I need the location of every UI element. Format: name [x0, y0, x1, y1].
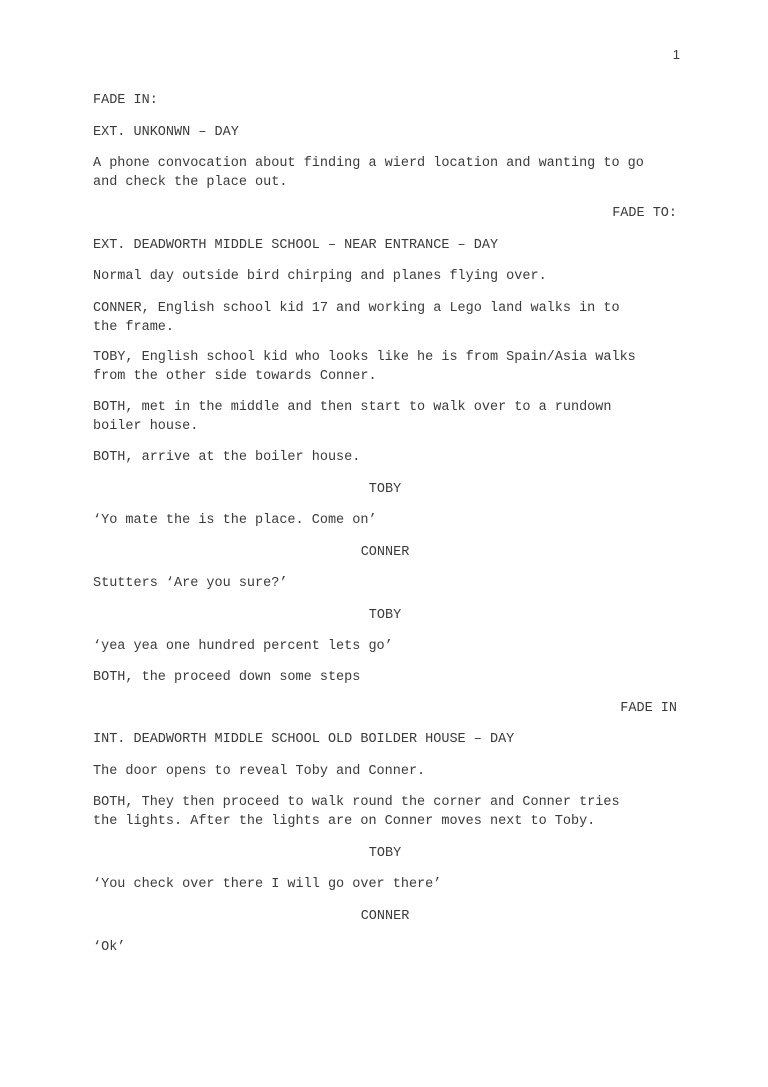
action-line: Normal day outside bird chirping and planes flying over. — [93, 269, 547, 284]
dialogue: Stutters ‘Are you sure?’ — [93, 576, 288, 591]
character-name: TOBY — [368, 482, 402, 497]
action-line: TOBY, English school kid who looks like he is from Spain/Asia walks from the other side towards Conner. — [93, 350, 636, 384]
dialogue: ‘Yo mate the is the place. Come on’ — [93, 513, 377, 528]
scene-heading: INT. DEADWORTH MIDDLE SCHOOL OLD BOILDER HOUSE – DAY — [93, 732, 515, 747]
action-line: The door opens to reveal Toby and Conner. — [93, 764, 426, 779]
fade-to-transition: FADE TO: — [612, 206, 677, 221]
scene-heading: EXT. DEADWORTH MIDDLE SCHOOL – NEAR ENTRANCE – DAY — [93, 238, 499, 253]
action-line: CONNER, English school kid 17 and working a Lego land walks in to the frame. — [93, 301, 620, 335]
action-line: BOTH, met in the middle and then start to walk over to a rundown boiler house. — [93, 400, 612, 434]
action-line: BOTH, They then proceed to walk round the corner and Conner tries the lights. After the lights are on Conner moves next to Toby. — [93, 795, 620, 829]
character-name: CONNER — [360, 545, 410, 560]
dialogue: ‘You check over there I will go over there’ — [93, 877, 442, 892]
scene-heading: EXT. UNKONWN – DAY — [93, 125, 239, 140]
character-name: TOBY — [368, 608, 402, 623]
fade-in-transition: FADE IN: — [93, 93, 158, 108]
dialogue: ‘yea yea one hundred percent lets go’ — [93, 639, 393, 654]
page-number: 1 — [672, 47, 680, 62]
action-line: A phone convocation about finding a wierd location and wanting to go and check the place out. — [93, 156, 644, 190]
action-line: BOTH, the proceed down some steps — [93, 670, 361, 685]
character-name: TOBY — [368, 846, 402, 861]
fade-in-transition: FADE IN — [620, 701, 677, 716]
action-line: BOTH, arrive at the boiler house. — [93, 450, 361, 465]
dialogue: ‘Ok’ — [93, 940, 126, 955]
character-name: CONNER — [360, 909, 410, 924]
